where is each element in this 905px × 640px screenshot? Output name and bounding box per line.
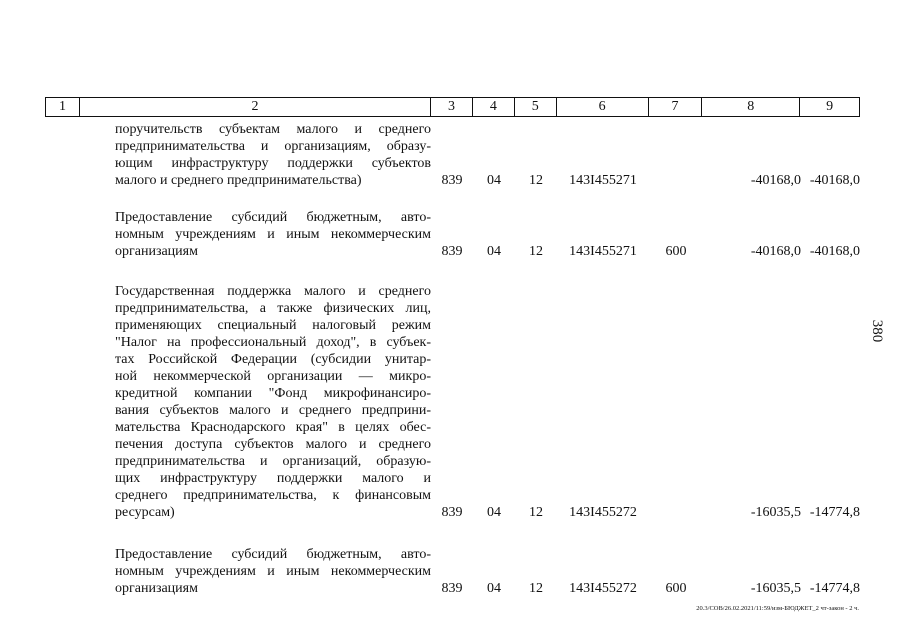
header-col-2: 2 [80, 98, 431, 116]
table-row [45, 121, 860, 189]
table-row [45, 209, 860, 260]
row-description [79, 283, 431, 521]
description-line: Предоставление субсидий бюджетным, авто- [115, 547, 431, 562]
description-line: организациям [115, 244, 198, 259]
table-header-row [45, 97, 860, 117]
row-amount-2: -14774,8 [809, 505, 860, 520]
description-line: "Налог на профессиональный доход", в субъек- [115, 335, 431, 350]
header-col-4: 4 [473, 98, 515, 116]
row-amount-1: -16035,5 [750, 505, 801, 520]
header-col-3: 3 [431, 98, 473, 116]
header-col-6: 6 [557, 98, 649, 116]
description-line: вания субъектов малого и среднего предприни- [115, 403, 431, 418]
row-code-ministry: 839 [441, 581, 463, 596]
description-line: предпринимательства и организаций, образую- [115, 454, 431, 469]
row-code-section: 04 [487, 505, 501, 520]
description-line: поручительств субъектам малого и среднего [115, 122, 431, 137]
header-col-8: 8 [702, 98, 800, 116]
description-line: Государственная поддержка малого и среднего [115, 284, 431, 299]
row-code-expense-type: 600 [665, 581, 687, 596]
description-line: кредитной компании "Фонд микрофинансиро- [115, 386, 431, 401]
row-description [79, 209, 431, 260]
row-code-target: 143I455272 [569, 581, 637, 596]
row-amount-2: -14774,8 [809, 581, 860, 596]
header-col-7: 7 [649, 98, 703, 116]
description-line: ной некоммерческой организации — микро- [115, 369, 431, 384]
row-code-subsection: 12 [529, 173, 543, 188]
description-line: ресурсам) [115, 505, 175, 520]
header-col-1: 1 [46, 98, 80, 116]
description-line: печения доступа субъектов малого и среднего [115, 437, 431, 452]
row-code-subsection: 12 [529, 244, 543, 259]
row-amount-2: -40168,0 [809, 244, 860, 259]
row-code-ministry: 839 [441, 173, 463, 188]
row-amount-1: -40168,0 [750, 244, 801, 259]
description-line: малого и среднего предпринимательства) [115, 173, 362, 188]
row-amount-2: -40168,0 [809, 173, 860, 188]
row-code-target: 143I455271 [569, 173, 637, 188]
description-line: щих инфраструктуру поддержки малого и [115, 471, 431, 486]
row-code-ministry: 839 [441, 244, 463, 259]
row-code-section: 04 [487, 244, 501, 259]
row-code-subsection: 12 [529, 505, 543, 520]
header-col-9: 9 [826, 99, 834, 114]
row-code-section: 04 [487, 173, 501, 188]
description-line: Предоставление субсидий бюджетным, авто- [115, 210, 431, 225]
row-description [79, 546, 431, 597]
description-line: мательства Краснодарского края" в целях обес- [115, 420, 431, 435]
description-line: тах Российской Федерации (субсидии унитар- [115, 352, 431, 367]
description-line: номным учреждениям и иным некоммерческим [115, 564, 431, 579]
table-row [45, 546, 860, 597]
table-row [45, 283, 860, 521]
description-line: предпринимательства и организациям, образу- [115, 139, 431, 154]
description-line: применяющих специальный налоговый режим [115, 318, 431, 333]
row-code-target: 143I455271 [569, 244, 637, 259]
description-line: ющим инфраструктуру поддержки субъектов [115, 156, 431, 171]
row-code-target: 143I455272 [569, 505, 637, 520]
description-line: среднего предпринимательства, к финансовым [115, 488, 431, 503]
description-line: номным учреждениям и иным некоммерческим [115, 227, 431, 242]
row-code-expense-type: 600 [665, 244, 687, 259]
row-amount-1: -40168,0 [750, 173, 801, 188]
footer-document-code: 20.3/СОВ/26.02.2021/11:59/изм-БЮДЖЕТ_2 чт-закон - 2 ч. [696, 605, 859, 612]
description-line: предпринимательства, а также физических лиц, [115, 301, 431, 316]
description-line: организациям [115, 581, 198, 596]
row-description [79, 121, 431, 189]
page-number: 380 [869, 319, 886, 343]
row-code-section: 04 [487, 581, 501, 596]
row-code-ministry: 839 [441, 505, 463, 520]
header-col-5: 5 [515, 98, 557, 116]
row-amount-1: -16035,5 [750, 581, 801, 596]
row-code-subsection: 12 [529, 581, 543, 596]
